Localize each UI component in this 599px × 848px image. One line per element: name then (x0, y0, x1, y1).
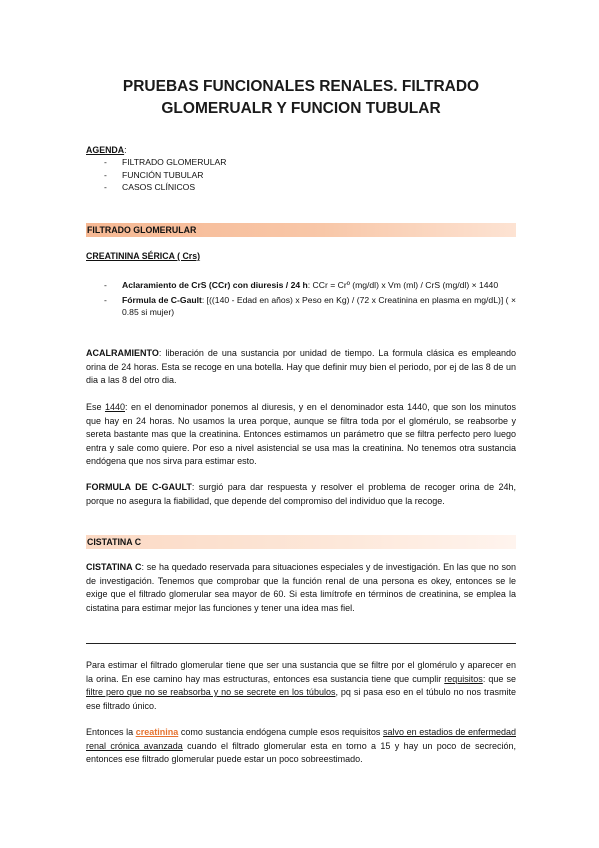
agenda-heading: AGENDA (86, 145, 125, 155)
formula-cgault-text: : surgió para dar respuesta y resolver el problema de recoger orina de 24h, porque no asegura la fiabilidad, que depende del compromiso del individuo que la recoge. (86, 482, 517, 506)
horizontal-divider (86, 643, 516, 644)
ese-1440-number: 1440 (104, 402, 125, 412)
para-text: : que se (482, 673, 516, 684)
ese-1440-text: : en el denominador ponemos al diuresis, y en el denominador esta 1440, que son los minutos que hay en 24 horas. No usamos la urea porque, aunque se filtra toda por el glomérulo, se reabsorbe y sereta bastante mas que la creatinina. Entonces estimamos un parámetro que se filtra perfecto pero luego entra y sale como quiere. Por eso a nivel asistencial se usa mas la creatinina. No tenemos otra sustancia endógena que nos sirva para estimar esto. (86, 402, 516, 466)
formula-cgault-paragraph (86, 481, 516, 508)
formula-list (86, 279, 516, 319)
title-line-1: PRUEBAS FUNCIONALES RENALES. FILTRADO (122, 78, 480, 95)
para-text: , pq si pasa eso en el túbulo no nos trasmite ese filtrado único. (86, 687, 517, 711)
ese-pre: Ese (86, 402, 105, 412)
formula-item-aclaramiento (86, 279, 516, 292)
formula-label: Fórmula de C-Gault (122, 294, 202, 305)
page-title (86, 76, 516, 120)
agenda-item: - FILTRADO GLOMERULAR (86, 156, 516, 169)
section-band-label: FILTRADO GLOMERULAR (87, 225, 197, 235)
para-text: cuando el filtrado glomerular esta en torno a 15 y hay un poco de secreción, entonces ese filtrado glomerular puede estar un poco sobreestimado. (86, 740, 516, 764)
creatinina-heading: CREATININA SÉRICA ( Crs) (86, 251, 201, 261)
formula-item-cgault (86, 294, 516, 319)
formula-text: : CCr = Crº (mg/dl) x Vm (ml) / CrS (mg/dl) × 1440 (307, 280, 499, 290)
salvo-condition: salvo en estadios de enfermedad renal crónica avanzada (86, 727, 516, 751)
formula-cgault-label: FORMULA DE C-GAULT (86, 482, 192, 492)
para-text: Para estimar el filtrado glomerular tiene que ser una sustancia que se filtre por el glomérulo y aparecer en la orina. En ese camino hay mas estructuras, entonces esa sustancia tiene que cumplir (86, 660, 516, 684)
requisitos-term: requisitos (444, 673, 483, 684)
cistatina-label: CISTATINA C (86, 562, 142, 572)
cistatina-text: : se ha quedado reservada para situaciones especiales y de investigación. En las que no son de investigación. Tenemos que comprobar que la función renal de una persona es okey, entonces se le exige que el filtrado glomerular sea mayor de 60. Si esta limítrofe en términos de creatinina, se emplea la cistatina para estimar mejor las funciones y tener una idea mas fiel. (86, 562, 516, 613)
agenda-colon: : (124, 145, 127, 155)
agenda-list (86, 156, 516, 194)
title-line-2: GLOMERUALR Y FUNCION TUBULAR (161, 100, 441, 117)
section-band-filtrado (86, 223, 516, 237)
ese-1440-paragraph (86, 401, 516, 469)
filtre-condition: filtre pero que no se reabsorba y no se secrete en los túbulos (86, 687, 336, 697)
formula-label: Aclaramiento de CrS (CCr) con diuresis / 24 h (122, 280, 308, 290)
agenda-section (86, 144, 516, 194)
agenda-item: - CASOS CLÍNICOS (86, 181, 516, 194)
creatinina-formulas (86, 279, 516, 321)
para-text: Entonces la (86, 727, 136, 737)
creatinina-requisitos-paragraph (86, 726, 516, 767)
section-band-cistatina (86, 535, 516, 549)
aclaramiento-text: : liberación de una sustancia por unidad de tiempo. La formula clásica es empleando orina de 24 horas. Esta se recoge en una botella. Hay que definir muy bien el periodo, por ej de las 8 de un dia a las 8 del otro dia. (86, 348, 516, 385)
aclaramiento-paragraph (86, 347, 516, 388)
aclaramiento-label: ACALRAMIENTO (86, 348, 159, 358)
section-band-label: CISTATINA C (87, 537, 142, 547)
filtrado-requisitos-paragraph (86, 659, 516, 713)
creatinina-highlight: creatinina (135, 727, 179, 737)
formula-text: : [((140 - Edad en años) x Peso en Kg) / (72 x Creatinina en plasma en mg/dL)] ( × 0.85 si mujer) (122, 294, 516, 317)
para-text: como sustancia endógena cumple esos requisitos (178, 727, 384, 737)
agenda-item: - FUNCIÓN TUBULAR (86, 169, 516, 182)
cistatina-paragraph (86, 561, 516, 615)
